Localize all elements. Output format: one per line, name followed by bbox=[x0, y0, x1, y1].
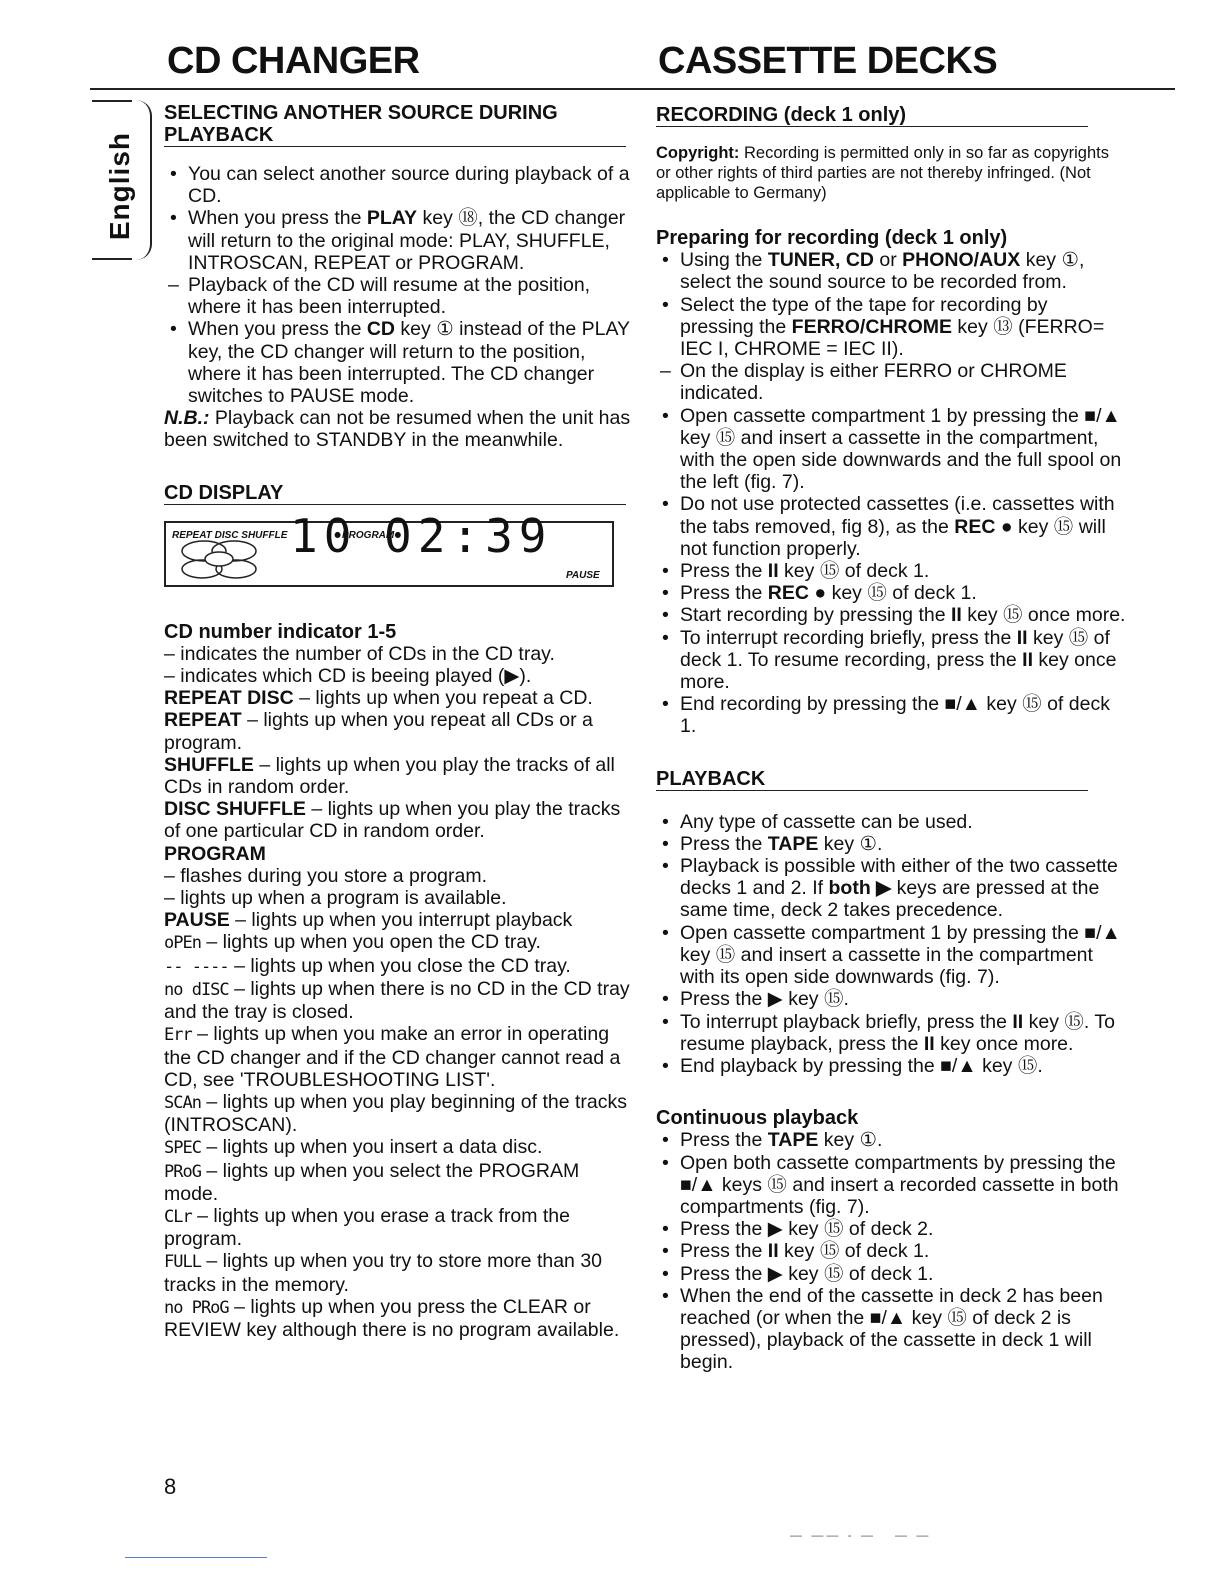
legend-lcd-code: no dISC bbox=[164, 979, 229, 1000]
item-text: Press the bbox=[680, 832, 768, 855]
item-bold-key: II bbox=[1016, 626, 1028, 649]
legend-line bbox=[164, 1023, 634, 1091]
legend-line bbox=[164, 643, 634, 665]
item-bold-key: TAPE bbox=[767, 1129, 819, 1152]
item-bold-key: TAPE bbox=[767, 832, 819, 855]
preparing-recording-title: Preparing for recording (deck 1 only) bbox=[656, 227, 1008, 249]
item-text: End playback by pressing the ■/▲ key ⑮. bbox=[680, 1054, 1043, 1077]
page-title-cd-changer: CD CHANGER bbox=[167, 40, 420, 82]
legend-lcd-code: SCAn bbox=[164, 1092, 201, 1113]
cd-tray-icon bbox=[178, 537, 260, 581]
prep-item bbox=[656, 604, 1126, 626]
legend-text: – lights up when you erase a track from the program. bbox=[164, 1204, 570, 1251]
item-text: key ①, select the sound source to be recorded from. bbox=[680, 249, 1085, 294]
display-label-program: PROGRAM bbox=[342, 529, 395, 541]
item-text: key ⑮ of deck 1. To resume recording, press the bbox=[680, 626, 1110, 671]
section-heading-recording bbox=[656, 104, 1126, 129]
preparing-recording-list bbox=[656, 249, 1126, 737]
item-text: Select the type of the tape for recording by pressing the bbox=[680, 293, 1048, 338]
legend-lcd-code: CLr bbox=[164, 1206, 192, 1227]
item-text: Press the bbox=[680, 582, 768, 605]
item-text: key ⑬ (FERRO= IEC I, CHROME = IEC II). bbox=[680, 315, 1105, 361]
item-text: key once more. bbox=[934, 1032, 1074, 1055]
legend-line bbox=[164, 1091, 634, 1136]
item-text: Open cassette compartment 1 by pressing the ■/▲ key ⑮ and insert a cassette in the compartment with its open side downwards (fig. 7). bbox=[680, 921, 1121, 989]
playback-item bbox=[656, 1011, 1126, 1055]
nb-text: Playback can not be resumed when the unit has been switched to STANDBY in the meanwhile. bbox=[164, 407, 631, 452]
legend-line bbox=[164, 909, 634, 931]
item-text: When you press the bbox=[188, 207, 367, 230]
item-text: Press the ▶ key ⑮. bbox=[680, 988, 849, 1011]
legend-text: – flashes during you store a program. bbox=[164, 864, 488, 887]
item-text: When the end of the cassette in deck 2 has been reached (or when the ■/▲ key ⑮ of deck 2 is pressed), playback of the cassette in deck 1 will begin. bbox=[680, 1284, 1103, 1374]
page-number: 8 bbox=[164, 1474, 177, 1499]
display-time: 02:39 bbox=[384, 508, 553, 563]
legend-line bbox=[164, 865, 634, 887]
legend-text: – lights up when you try to store more than 30 tracks in the memory. bbox=[164, 1250, 603, 1296]
item-text: keys are pressed at the same time, deck 2 takes precedence. bbox=[680, 877, 1100, 922]
prep-item bbox=[656, 627, 1126, 694]
legend-term: REPEAT DISC bbox=[164, 687, 294, 710]
legend-line bbox=[164, 955, 634, 978]
header-rule bbox=[90, 88, 1175, 90]
item-text: Press the bbox=[680, 560, 768, 583]
prep-item bbox=[656, 693, 1126, 737]
legend-lcd-code: Err bbox=[164, 1025, 192, 1046]
legend-text: – lights up when you open the CD tray. bbox=[200, 931, 541, 954]
item-bold-key: PHONO/AUX bbox=[902, 249, 1021, 272]
item-text: To interrupt recording briefly, press the bbox=[680, 626, 1017, 649]
display-legend bbox=[164, 643, 634, 1341]
item-text: Do not use protected cassettes (i.e. cassettes with the tabs removed, fig 8), as the bbox=[680, 493, 1115, 538]
display-label-pause: PAUSE bbox=[566, 569, 600, 581]
select-source-item bbox=[164, 207, 634, 274]
legend-lcd-code: PRoG bbox=[164, 1161, 201, 1182]
prep-item bbox=[656, 360, 1126, 404]
legend-line bbox=[164, 1136, 634, 1159]
item-text: Using the bbox=[680, 249, 768, 272]
legend-text: – lights up when you press the CLEAR or REVIEW key although there is no program available. bbox=[164, 1295, 620, 1341]
item-bold-key: REC ● bbox=[954, 515, 1013, 538]
legend-line bbox=[164, 1205, 634, 1250]
continuous-playback-list bbox=[656, 1129, 1126, 1373]
legend-lcd-code: SPEC bbox=[164, 1138, 201, 1159]
prep-item bbox=[656, 560, 1126, 582]
item-text: or bbox=[873, 249, 903, 272]
legend-text: – lights up when you make an error in operating the CD changer and if the CD changer cannot read a CD, see 'TROUBLESHOOTING LIST'. bbox=[164, 1023, 621, 1091]
item-bold-key: CD bbox=[366, 318, 396, 341]
legend-lcd-code: FULL bbox=[164, 1252, 201, 1273]
right-column bbox=[656, 104, 1126, 1374]
legend-text: – lights up when you play the tracks of all CDs in random order. bbox=[164, 753, 615, 799]
playback-item bbox=[656, 833, 1126, 855]
playback-item bbox=[656, 1055, 1126, 1077]
item-text: Press the bbox=[680, 1240, 768, 1263]
section-heading-select-source bbox=[164, 102, 634, 149]
prep-item bbox=[656, 493, 1126, 560]
playback-item bbox=[656, 811, 1126, 833]
page-title-cassette-decks: CASSETTE DECKS bbox=[658, 40, 998, 82]
legend-line bbox=[164, 1160, 634, 1205]
item-bold-key: II bbox=[950, 604, 962, 627]
item-text: Any type of cassette can be used. bbox=[680, 810, 973, 833]
legend-text: – indicates which CD is beeing played (▶). bbox=[164, 665, 532, 688]
language-tab-bottom-edge bbox=[92, 258, 132, 260]
item-bold-key: PLAY bbox=[366, 207, 418, 230]
section-heading-cd-display bbox=[164, 482, 634, 507]
continuous-item bbox=[656, 1285, 1126, 1374]
item-text: key ⑮ will not function properly. bbox=[680, 515, 1106, 560]
playback-item bbox=[656, 988, 1126, 1010]
copyright-text: Recording is permitted only in so far as copyrights or other rights of third parties are not thereby infringed. (Not applicable to Germany) bbox=[656, 144, 1109, 202]
select-source-item bbox=[164, 318, 634, 407]
decorative-dashes: — —— - — — — bbox=[790, 1528, 932, 1542]
legend-line bbox=[164, 1296, 634, 1341]
legend-text: – indicates the number of CDs in the CD tray. bbox=[164, 642, 555, 665]
select-source-item bbox=[164, 163, 634, 207]
item-text: Open both cassette compartments by pressing the ■/▲ keys ⑮ and insert a recorded cassette in both compartments (fig. 7). bbox=[680, 1151, 1119, 1218]
recording-title: RECORDING (deck 1 only) bbox=[656, 104, 907, 126]
item-text: key once more. bbox=[680, 648, 1117, 694]
playback-title: PLAYBACK bbox=[656, 767, 766, 790]
legend-text: – lights up when you interrupt playback bbox=[229, 909, 573, 932]
display-label-repeat-disc-shuffle: REPEAT DISC SHUFFLE bbox=[172, 529, 288, 541]
legend-text: – lights up when a program is available. bbox=[164, 887, 507, 910]
left-column bbox=[164, 102, 634, 1341]
continuous-item bbox=[656, 1152, 1126, 1219]
nb-note bbox=[164, 407, 634, 451]
legend-line bbox=[164, 843, 634, 865]
language-tab-top-edge bbox=[92, 100, 132, 102]
item-text: Press the ▶ key ⑮ of deck 2. bbox=[680, 1218, 934, 1241]
item-text: Playback of the CD will resume at the position, where it has been interrupted. bbox=[188, 274, 591, 319]
continuous-item bbox=[656, 1240, 1126, 1262]
item-text: On the display is either FERRO or CHROME indicated. bbox=[680, 360, 1067, 405]
continuous-item bbox=[656, 1129, 1126, 1151]
item-text: key ⑮ of deck 1. bbox=[826, 582, 977, 605]
legend-text: – lights up when you play the tracks of one particular CD in random order. bbox=[164, 798, 621, 843]
item-text: key ⑮ of deck 1. bbox=[778, 560, 930, 583]
display-disc-number: 10 bbox=[290, 508, 358, 563]
footer-rule bbox=[125, 1557, 267, 1558]
playback-item bbox=[656, 922, 1126, 989]
legend-line bbox=[164, 978, 634, 1023]
copyright-note bbox=[656, 143, 1126, 203]
legend-term: PAUSE bbox=[164, 909, 230, 932]
legend-line bbox=[164, 754, 634, 798]
legend-line bbox=[164, 798, 634, 842]
legend-term: REPEAT bbox=[164, 709, 242, 732]
item-text: key ①. bbox=[818, 1129, 883, 1152]
item-text: key ①. bbox=[818, 832, 883, 855]
item-text: You can select another source during playback of a CD. bbox=[188, 163, 630, 208]
legend-text: – lights up when you play beginning of the tracks (INTROSCAN). bbox=[164, 1090, 627, 1137]
continuous-playback-title: Continuous playback bbox=[656, 1107, 859, 1130]
item-text: key ⑮. To resume playback, press the bbox=[680, 1010, 1115, 1055]
item-bold-key: II bbox=[923, 1032, 935, 1055]
legend-line bbox=[164, 1250, 634, 1295]
continuous-item bbox=[656, 1263, 1126, 1285]
continuous-item bbox=[656, 1218, 1126, 1240]
item-bold-key: II bbox=[767, 1240, 779, 1263]
language-label: English bbox=[104, 132, 135, 241]
item-bold-key: II bbox=[1012, 1010, 1024, 1033]
item-text: Playback is possible with either of the two cassette decks 1 and 2. If bbox=[680, 855, 1118, 900]
item-text: key ⑱, the CD changer will return to the original mode: PLAY, SHUFFLE, INTROSCAN, REPEAT or PROGRAM. bbox=[188, 207, 626, 274]
cd-number-indicator-title: CD number indicator 1-5 bbox=[164, 620, 397, 643]
legend-term: SHUFFLE bbox=[164, 753, 254, 776]
cd-display-panel bbox=[164, 508, 614, 587]
item-bold-key: FERRO/CHROME bbox=[791, 315, 952, 338]
legend-text: – lights up when you repeat all CDs or a program. bbox=[164, 709, 593, 754]
nb-label: N.B.: bbox=[164, 407, 210, 430]
legend-text: – lights up when you select the PROGRAM mode. bbox=[164, 1159, 580, 1205]
item-text: To interrupt playback briefly, press the bbox=[680, 1010, 1013, 1033]
legend-line bbox=[164, 687, 634, 709]
item-text: When you press the bbox=[188, 318, 367, 341]
legend-line bbox=[164, 665, 634, 687]
prep-item bbox=[656, 249, 1126, 293]
legend-term: DISC SHUFFLE bbox=[164, 798, 306, 821]
item-text: Start recording by pressing the bbox=[680, 604, 951, 627]
copyright-label: Copyright: bbox=[656, 144, 740, 162]
item-bold-key: II bbox=[1022, 648, 1033, 671]
select-source-list bbox=[164, 163, 634, 407]
legend-text: – lights up when you close the CD tray. bbox=[228, 954, 571, 977]
item-bold-key: TUNER, CD bbox=[767, 249, 874, 272]
legend-lcd-code: no PRoG bbox=[164, 1297, 229, 1318]
item-text: key ⑮ once more. bbox=[961, 604, 1126, 627]
select-source-item bbox=[164, 274, 634, 318]
item-text: Press the ▶ key ⑮ of deck 1. bbox=[680, 1262, 934, 1285]
section-heading-line2: PLAYBACK bbox=[164, 124, 274, 146]
legend-lcd-code: oPEn bbox=[164, 933, 201, 954]
item-text: Press the bbox=[680, 1129, 768, 1152]
item-text: key ① instead of the PLAY key, the CD changer will return to the position, where it has been interrupted. The CD changer switches to PAUSE mode. bbox=[188, 318, 630, 408]
legend-text: – lights up when you insert a data disc. bbox=[200, 1136, 543, 1159]
cd-display-title: CD DISPLAY bbox=[164, 481, 284, 504]
section-heading-line1: SELECTING ANOTHER SOURCE DURING bbox=[164, 102, 558, 124]
item-text: End recording by pressing the ■/▲ key ⑮ of deck 1. bbox=[680, 693, 1110, 738]
playback-list bbox=[656, 811, 1126, 1077]
item-bold-key: both ▶ bbox=[828, 877, 892, 900]
legend-line bbox=[164, 931, 634, 954]
item-text: Open cassette compartment 1 by pressing the ■/▲ key ⑮ and insert a cassette in the compartment, with the open side downwards and the full spool on the left (fig. 7). bbox=[680, 404, 1122, 494]
legend-term: PROGRAM bbox=[164, 842, 266, 865]
prep-item bbox=[656, 405, 1126, 494]
legend-text: – lights up when you repeat a CD. bbox=[293, 687, 593, 710]
item-text: key ⑮ of deck 1. bbox=[778, 1240, 930, 1263]
prep-item bbox=[656, 582, 1126, 604]
legend-line bbox=[164, 887, 634, 909]
legend-text: – lights up when there is no CD in the CD tray and the tray is closed. bbox=[164, 977, 630, 1024]
legend-lcd-code: -- ---- bbox=[164, 956, 229, 977]
prep-item bbox=[656, 294, 1126, 361]
section-heading-playback bbox=[656, 768, 1126, 793]
playback-item bbox=[656, 855, 1126, 922]
item-bold-key: II bbox=[767, 560, 779, 583]
legend-line bbox=[164, 709, 634, 753]
item-bold-key: REC ● bbox=[767, 582, 827, 605]
